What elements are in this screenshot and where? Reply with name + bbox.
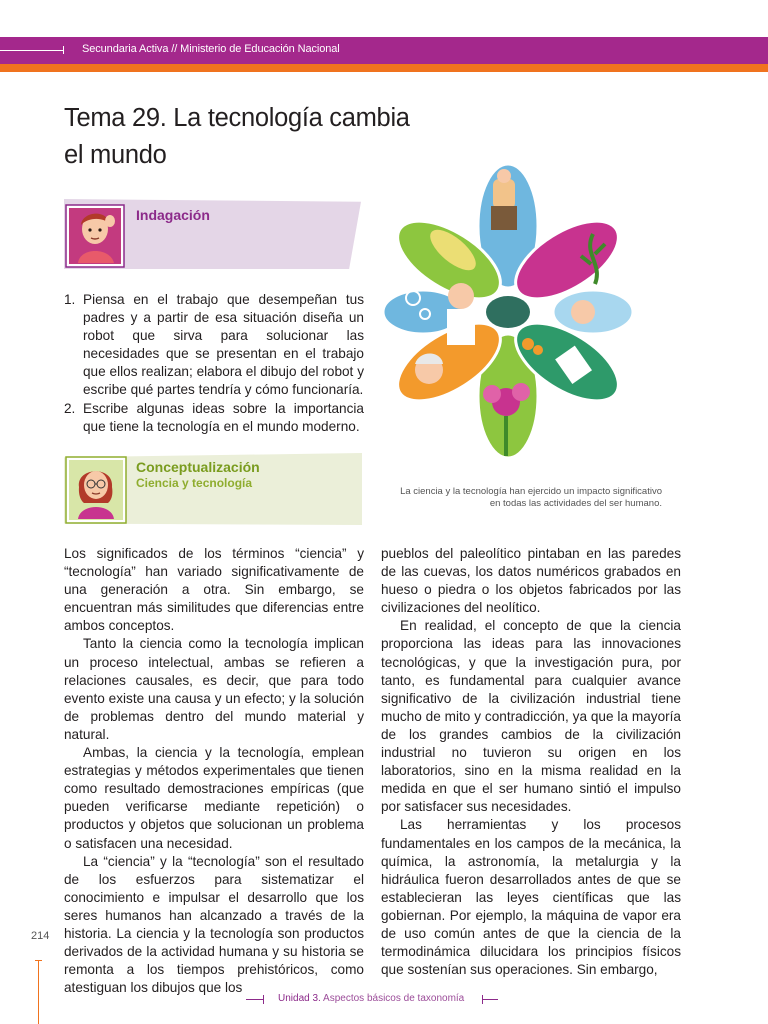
header-rule (0, 50, 64, 51)
indagacion-label: Indagación (136, 207, 210, 223)
caption-line-1: La ciencia y la tecnología han ejercido un impacto significativo (400, 486, 662, 497)
paragraph: Las herramientas y los procesos fundamentales en los campos de la mecánica, la química, la astronomía, la metalurgia y la hidráulica fueron desarrollados antes de que se establecieran las leyes científicas que las gobiernan. Por ejemplo, la máquina de vapor era de uso común antes de que la ciencia de la termodinámica dilucidara los principios físicos que sostenían sus operaciones. Sin embargo, (381, 817, 681, 978)
list-number: 2. (64, 400, 76, 416)
science-technology-illustration (383, 164, 633, 460)
title-line-1: Tema 29. La tecnología cambia (64, 104, 410, 132)
footer-tick-left (263, 995, 264, 1004)
page-title (64, 100, 424, 174)
girl-with-glasses-icon (64, 453, 128, 525)
header-text: Secundaria Activa // Ministerio de Educación Nacional (82, 43, 340, 55)
footer (278, 993, 464, 1004)
header-orange-stripe (0, 64, 768, 72)
page-number: 214 (31, 930, 50, 942)
conceptualizacion-sublabel: Ciencia y tecnología (136, 476, 253, 490)
thinking-boy-icon (64, 199, 128, 269)
list-item (64, 291, 364, 400)
title-line-2: el mundo (64, 141, 167, 169)
paragraph: La “ciencia” y la “tecnología” son el resultado de los esfuerzos para sistematizar el conocimiento e impulsar el desarrollo que los seres humanos han alcanzado a través de la historia. La ciencia y la tecnología son productos derivados de la actividad humana y su historia se remonta a los tiempos prehistóricos, como atestiguan los dibujos que los (64, 853, 364, 996)
footer-rule-left (246, 999, 264, 1000)
footer-description: Aspectos básicos de taxonomía (323, 993, 465, 1004)
question-list (64, 291, 364, 436)
paragraph: Tanto la ciencia como la tecnología implican un proceso intelectual, ambas se refieren a relaciones causales, es decir, que para todo evento existe una causa y un efecto; y la solución de problemas dentro del mundo material y natural. (64, 636, 364, 742)
conceptualizacion-label: Conceptualización (136, 459, 260, 475)
list-text: Escribe algunas ideas sobre la importancia que tiene la tecnología en el mundo moderno. (83, 400, 364, 434)
footer-unit: Unidad 3. (278, 993, 321, 1004)
paragraph: Los significados de los términos “ciencia” y “tecnología” han variado significativamente de una generación a otra. Sin embargo, se encuentran más similitudes que diferencias entre ambos conceptos. (64, 546, 364, 634)
paragraph: En realidad, el concepto de que la ciencia proporciona las ideas para las innovaciones tecnológicas, y que la investigación pura, por tanto, es fundamental para cualquier avance significativo de la civilización industrial tiene mucho de mito y contradicción, ya que la mayoría de los grandes cambios de la civilización industrial no tuvieron su origen en los laboratorios, sino en la misma realidad en la medida en que el ser humano sintió el impulso por satisfacer sus necesidades. (381, 618, 681, 815)
body-column-left (64, 545, 364, 997)
list-text: Piensa en el trabajo que desempeñan tus padres y a partir de esa situación diseña un robot que sirva para solucionar las necesidades que se presentan en el trabajo que ellos realizan; elabora el dibujo del robot y escribe qué partes tendría y cómo funcionaría. (83, 292, 364, 398)
body-column-right (381, 545, 681, 979)
side-rule (38, 960, 39, 1024)
footer-rule-right (482, 999, 498, 1000)
paragraph: Ambas, la ciencia y la tecnología, emplean estrategias y métodos experimentales que tienen como resultado demostraciones empíricas (que pueden verificarse mediante repetición) o productos y objetos que solucionan un problema o satisfacen una necesidad. (64, 745, 364, 851)
header-rule-tick (63, 46, 64, 54)
list-number: 1. (64, 292, 76, 307)
paragraph: pueblos del paleolítico pintaban en las paredes de las cuevas, los datos numéricos grabados en hueso o piedra o los objetos fabricados por las civilizaciones del neolítico. (381, 546, 681, 616)
illustration-caption (380, 486, 662, 510)
list-item (64, 400, 364, 436)
caption-line-2: en todas las actividades del ser humano. (489, 498, 662, 509)
